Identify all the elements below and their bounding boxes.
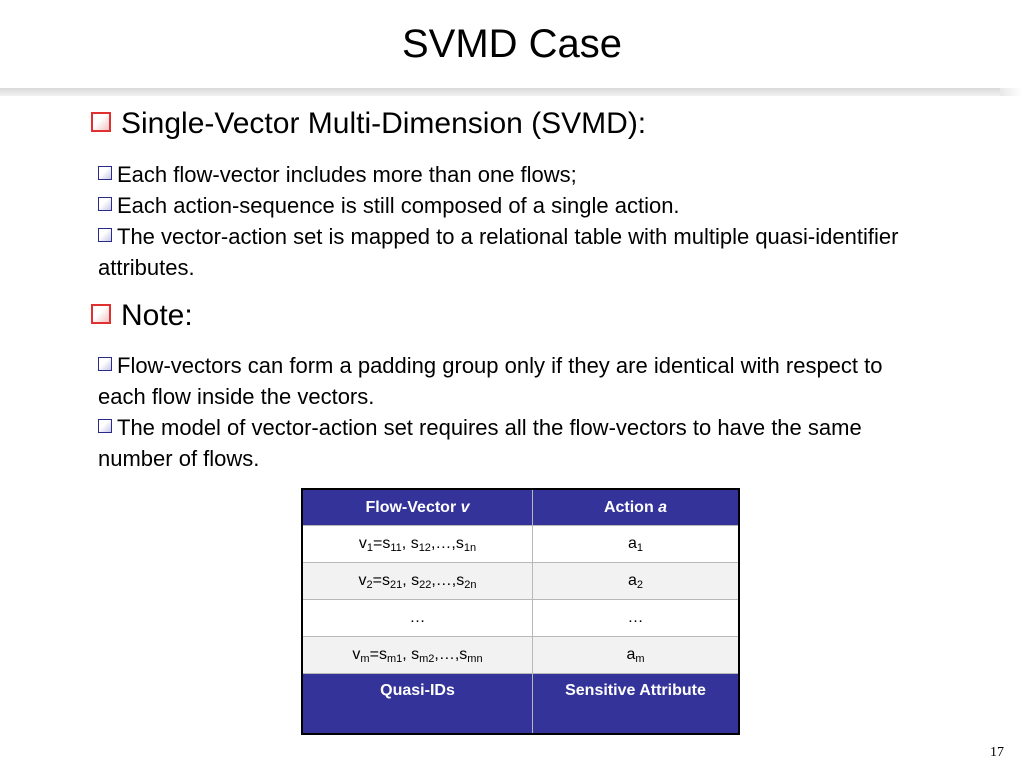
section-heading-text: Single-Vector Multi-Dimension (SVMD): — [121, 107, 647, 140]
action-cell: $a_1$ — [533, 526, 740, 563]
note-bullet-list — [98, 350, 918, 474]
square-bullet-icon — [98, 228, 112, 242]
square-bullet-icon — [98, 419, 112, 433]
vector-action-table — [301, 488, 740, 735]
section-heading-svmd — [91, 106, 646, 142]
table-row — [302, 563, 739, 600]
square-bullet-icon — [98, 166, 112, 180]
table-row — [302, 526, 739, 563]
square-bullet-icon — [98, 357, 112, 371]
flow-vector-cell: $v_1=s_{11}$, $s_{12},\dots,s_{1n}$ — [302, 526, 533, 563]
table-header-row — [302, 489, 739, 526]
table-footer-row — [302, 674, 739, 735]
title-divider — [0, 88, 1000, 96]
flow-vector-cell: $v_2=s_{21}$, $s_{22},\dots,s_{2n}$ — [302, 563, 533, 600]
action-cell: … — [533, 600, 740, 637]
page-number: 17 — [990, 745, 1004, 760]
table-row — [302, 637, 739, 674]
slide-title: SVMD Case — [401, 22, 623, 66]
square-bullet-icon — [91, 112, 111, 132]
flow-vector-cell: $v_m=s_{m1}$, $s_{m2},\dots,s_{mn}$ — [302, 637, 533, 674]
header-action: Action a — [533, 489, 740, 526]
section-heading-note — [91, 298, 193, 334]
svmd-bullet-list — [98, 159, 918, 283]
footer-quasi-ids: Quasi-IDs — [302, 674, 533, 735]
action-cell: $a_2$ — [533, 563, 740, 600]
footer-sensitive-attribute: Sensitive Attribute — [533, 674, 740, 735]
list-item: Each action-sequence is still composed of a single action. — [98, 190, 918, 221]
table-row — [302, 600, 739, 637]
flow-vector-cell: … — [302, 600, 533, 637]
section-heading-text: Note: — [121, 299, 193, 332]
list-item: The vector-action set is mapped to a relational table with multiple quasi-identifier attributes. — [98, 224, 899, 280]
square-bullet-icon — [91, 304, 111, 324]
square-bullet-icon — [98, 197, 112, 211]
list-item: The model of vector-action set requires all the flow-vectors to have the same number of flows. — [98, 415, 862, 471]
action-cell: $a_m$ — [533, 637, 740, 674]
header-flow-vector: Flow-Vector v — [302, 489, 533, 526]
list-item: Each flow-vector includes more than one flows; — [98, 159, 918, 190]
list-item: Flow-vectors can form a padding group only if they are identical with respect to each flow inside the vectors. — [98, 353, 883, 409]
